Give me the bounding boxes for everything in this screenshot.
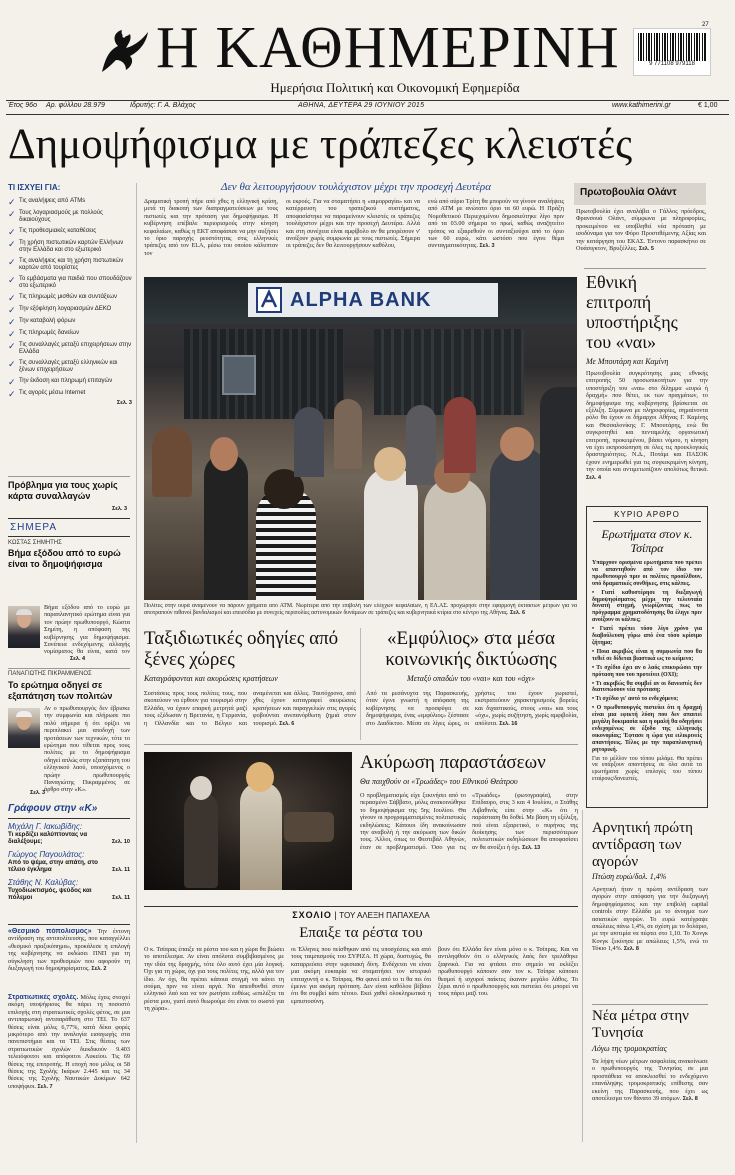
committee-title: Εθνική επιτροπή υποστήριξης του «ναι» (586, 272, 678, 352)
barcode-issue: 27 (702, 22, 709, 28)
civilwar-title: «Εμφύλιος» στα μέσα κοινωνικής δικτύωσης (385, 628, 557, 670)
markets-text (592, 886, 708, 998)
tourists-ref: Σελ. 6 (279, 720, 295, 727)
pikrammenos-portrait (8, 708, 40, 748)
op2-text: Αν ο πρωθυπουργός δεν έβρισκε την συμφωνία και πλήρωσε πιο πολύ σήμερα ή ότι ορίζει να περιπλακεί μια αποδοχή των προτάσεων των τεχνικών, τότε το ερώτημα που τίθεται προς τους πολίτες με το δημοψήφισμα οδηγεί απλώς στην εξαπάτηση του ελληνικού λαού, υποσχόμενος ο πρώην πρωθυπουργός Παναγιώτης Πικραμμένος σε άρθρο στην «Κ». (44, 705, 130, 794)
op1-text: Βήμα εξόδου από το ευρώ με παραπλανητικό ερώτημα είναι για τον πρώην πρωθυπουργό, Κώστα Σημίτη, η απόφαση της κυβέρνησης για δημοψήφισμα. Συνέπεια ενδεχόμενης αλλαγής νομίσματος θα είναι, κατά τον (44, 604, 130, 656)
sidebar-list-item (8, 306, 132, 314)
editorial-point-text: Τι σχέδιο γι' αυτό το ενδεχόμενο; (595, 696, 679, 703)
civilwar-text (366, 690, 578, 738)
tourists-title: Ταξιδιωτικές οδηγίες από ξένες χώρες (144, 628, 339, 670)
checkmark-icon: ✓ (8, 197, 16, 207)
phoenix-logo-icon (96, 26, 152, 76)
bullet-icon: • (592, 589, 602, 596)
checkmark-icon: ✓ (8, 305, 16, 315)
brief2-title: Στρατιωτικές σχολές. (8, 994, 79, 1001)
editorial-point (592, 696, 702, 703)
theatre-photo (144, 752, 352, 890)
middle-rule-1 (144, 744, 578, 745)
lead-headline: Δημοψήφισμα με τράπεζες κλειστές (8, 121, 633, 168)
sidebar-item-label: Τις αγορές μέσω Internet (19, 390, 86, 396)
simitis-portrait (8, 606, 40, 648)
editorial-point-text: Τι ακριβώς θα συμβεί αν οι δανειστές δεν διατυπώσουν νέα πρόταση; (592, 680, 702, 694)
middle-divider (360, 628, 361, 740)
sidebar-item-label: Τις αναλήψεις και τη χρήση πιστωτικών καρτών από τουρίστες (19, 258, 124, 271)
masthead (0, 0, 735, 108)
checkmark-icon: ✓ (8, 227, 16, 237)
writer-name: Μιχάλη Γ. Ιακωβίδης: (8, 822, 83, 831)
column-col-3: βουν ότι Ελλάδα δεν είναι μόνο ο κ. Τσίπρας. Και να αντιληφθούν ότι ο ελληνικός λαός δεν τρελάθηκε ξαφνικά. Για να φτάσει στο σημείο να εκλέξει πρωθυπουργό κάποιον σαν τον κ. Τσίπρα κάποιοι θεσμοί ή ισχυροί παίκτες έκαναν μεγάλο λάθος. Το ξέρει αυτό ο πρωθυπουργός και πιστεύει ότι μπορεί να τους πάρει μαζί του. (438, 946, 578, 998)
editorial-point-text: Ο πρωθυπουργός πιστεύει ότι η δραχμή είναι μια εφικτή λύση που δεν απαιτεί μεγάλη δοκιμασία και η ομαλή θα οδηγήσει ενδεχομένως σε έξοδο της ελληνικής οικονομίας; Έφτασε η ώρα για ειλικρινείς απαντήσεις. Τέλος με την παραπλανητική ρητορική. (592, 705, 702, 753)
brief1-text: Την έντονη αντίδραση της αντιπολίτευσης, που καταγγέλλει «θεσμικό πραξικόπημα», προκάλεσε η επιλογή της κυβέρνησης να εκδώσει ΠΝΠ για τη σύγκληση των προθεσμιών που αφορούν τη διεξαγωγή του δημοψηφίσματος. (8, 928, 130, 973)
sidebar-item-label: Τις προθεσμιακές καταθέσεις (19, 228, 97, 234)
problem-ref: Σελ. 3 (112, 506, 128, 512)
editorial-point (592, 665, 702, 679)
bullet-icon: • (592, 664, 597, 671)
sidebar-item-label: Τη χρήση πιστωτικών καρτών Ελλήνων στην Ελλάδα και στο εξωτερικό (19, 240, 124, 253)
column-col-2: οι Έλληνες που πείσθηκαν από τις υποσχέσεις και από τους ταιμπισμούς του ΣΥΡΙΖΑ. Η χώρα, δυστυχώς, θα καταρρεύσει στην υφεσιακή δίνη. Ενδέχεται να είναι μια ακόμη ευκαιρία να σταματήσει τον ιστορικό επιταχυντή ο κ. Τσίπρας. Θα φανεί από το τι θα πει ότι έμεινε για ακόμη πρόταση. Δεν είναι καθόλου βέβαιο ότι θα συμβεί κάτι τέτοιο. Εκεί χαθεί ολοκληρωτικά η εμπιστοσύνη. (291, 946, 431, 1005)
checkmark-icon: ✓ (8, 239, 16, 249)
writers-title: Γράφουν στην «Κ» (8, 803, 98, 814)
olant-text-body: Πρωτοβουλία έχει αναλάβει ο Γάλλος πρόεδρος, Φρανσουά Ολάντ, σύμφωνα με πληροφορίες, προκειμένου να υποβληθεί νέα πρόταση με ισοδύναμα για τον Φόρο Προστιθέμενης Αξίας και την κατάργηση του ΕΚΑΣ. Έντονο παρασκήνιο σε Ουάσιγκτον, Βρυξέλλες. (576, 208, 706, 253)
barcode-number: 9 771108 979118 (649, 61, 695, 67)
editorial-intro: Υπάρχουν ορισμένα ερωτήματα που πρέπει να απαντηθούν από τον ίδιο τον πρωθυπουργό πριν οι πολίτες προσέλθουν, υπό δραματικές συνθήκες, στις κάλπες. (592, 560, 702, 587)
checkmark-icon: ✓ (8, 329, 16, 339)
column-col-1: Ο κ. Τσίπρας έπαιξε τα ρέστα του και η χώρα θα βιώσει το αποτέλεσμα. Αν είναι απόλυτα συμβιβασμένος με την ιδέα της δραχμής, τότε όλο αυτό έχει μία λογική. Όχι για τη χώρα, όχι για τους πολίτες της, αλλά για τον ίδιο. Αν όχι, θα πρέπει κάποια στιγμή να κάνει τη σούμα, πριν να είναι αργά. Να απευθυνθεί στον ελληνικό λαό και να τον ρωτήσει ευθέως «επιλέξτε τα ρέστα μου, γιατί αυτό θεωρούμε ότι είναι το σωστό για τη χώρα». (144, 946, 284, 1013)
bullet-icon: • (592, 648, 597, 655)
olant-ref: Σελ. 5 (638, 246, 654, 253)
dateline-website: www.kathimerini.gr (612, 102, 671, 109)
markets-ref: Σελ. 8 (623, 946, 639, 953)
newspaper-subtitle: Ημερήσια Πολιτική και Οικονομική Εφημερίδα (270, 80, 520, 95)
sidebar-list-item (8, 276, 132, 290)
committee-text-body: Πρωτοβουλία συγκρότησης μιας εθνικής επιτροπής 50 προσωπικοτήτων για την υποστήριξη του «ναι» στο δίλημμα «ευρώ ή δραχμή» που θέτει, εκ των πραγμάτων, το δημοψήφισμα της κυβέρνησης βρίσκεται σε εξέλιξη. Σύμφωνα με πληροφορίες, σημαίνοντα ρόλο θα έχουν οι δήμαρχοι Αθήνας Γ. Καμίνης και Θεσσαλονίκης Γ. Μπουτάρης, ενώ θα συγκροτηθεί και πενταμελής οργανωτική επιτροπή, προκειμένου, βάσει νόμου, η κίνηση να έχει εκπροσώπηση σε όλες τις προεκλογικές δραστηριότητες. Ν.Δ., Ποτάμι και ΠΑΣΟΚ έχουν ενημερωθεί για τις συγκεκριμένη κίνηση, την οποία και αντιμετωπίζουν απολύτως θετικά. (586, 370, 708, 474)
editorial-point (592, 705, 702, 753)
checkmark-icon: ✓ (8, 293, 16, 303)
column-author: ΤΟΥ ΑΛΕΞΗ ΠΑΠΑΧΕΛΑ (339, 911, 430, 920)
writer-entry (8, 822, 130, 845)
dateline-price: € 1,00 (698, 102, 718, 109)
sidebar-list-item (8, 342, 132, 356)
newspaper-title: Η ΚΑΘΗΜΕΡΙΝΗ (156, 14, 620, 80)
sidebar-list-item (8, 390, 132, 398)
op1-ref: Σελ. 4 (70, 656, 86, 662)
op1-author: ΚΩΣΤΑΣ ΣΗΜΗΤΗΣ (8, 540, 62, 546)
dateline-founder: Ιδρυτής: Γ. Α. Βλάχος (130, 102, 196, 109)
lead-col-2: οι εκροές. Για να σταματήσει η «αιμορραγία» και να κατέρρευση του τραπεζικού συστήματος, αποφασίστηκε να παραμείνουν κλειστές οι τράπεζες τουλάχιστον μέχρι και την προσεχή Δευτέρα. Αλλά και στη συνέχεια είναι αμφίβολο αν θα μπορέσουν ν' ανοίξουν χωρίς συμφωνία με τους πιστωτές. Σήμερα οι τράπεζες δεν θα λειτουργήσουν καθόλου, (286, 198, 420, 250)
lead-col-1: Δραματική τροπή πήρε από χθες η ελληνική κρίση, μετά τη διακοπή των διαπραγματεύσεων με τους πιστωτές και την πρόταση για δημοψήφισμα. Η κυβέρνηση επέβαλε περιορισμούς στην κίνηση κεφαλαίων, καθώς η ΕΚΤ αποφάσισε να μην αυξήσει το όριο παροχής ρευστότητας στις ελληνικές τράπεζες από τον ELA, μέσω του οποίου κάλυπταν τον (144, 198, 278, 257)
alpha-bank-logo-icon (256, 287, 282, 313)
editorial-point-text: Γιατί καθυστέρησε τη διεξαγωγή δημοψηφίσματος μέχρι την τελευταία δυνατή στιγμή, γνωρίζοντας πως το πρόγραμμα χρηματοδότησης θα έληγε πριν ανοίξουν οι κάλπες; (592, 589, 702, 624)
writer-name: Γιώργος Παγουλάτος: (8, 850, 85, 859)
committee-ref: Σελ. 4 (586, 474, 602, 481)
bullet-icon: • (592, 626, 600, 633)
bullet-icon: • (592, 680, 596, 687)
sidebar-item-label: Τις συναλλαγές μεταξύ ελληνικών και ξένων επιχειρήσεων (19, 360, 118, 373)
tourists-text (144, 690, 356, 738)
editorial-point (592, 626, 702, 647)
checkmark-icon: ✓ (8, 389, 16, 399)
brief2-ref: Σελ. 7 (37, 1083, 53, 1090)
checkmark-icon: ✓ (8, 257, 16, 267)
tunisia-text-body: Τα λήψη νέων μέτρων ασφαλείας ανακοίνωσε ο πρωθυπουργός της Τυνησίας σε μια προσπάθεια να αποκλεισθεί το ενδεχόμενο επανάληψης τρομοκρατικής επίθεσης σαν εκείνη της Παρασκευής, που έχει ως αποτέλεσμα τον θάνατο 39 ατόμων. (592, 1058, 708, 1103)
problem-title: Πρόβλημα για τους χωρίς κάρτα συναλλαγών (8, 480, 118, 501)
alpha-bank-sign: ALPHA BANK (290, 289, 432, 311)
lead-col-3 (428, 198, 564, 272)
sidebar-list-item (8, 378, 132, 386)
sidebar-list (8, 198, 132, 398)
tourists-text-body: Συστάσεις προς τους πολίτες τους, που σκοπεύουν να έρθουν για τουρισμό στην Ελλάδα, να έχουν επαρκή μετρητά μαζί τους εξέδωσαν η Βρετανία, η Γερμανία, η Ολλανδία και το Βέλγιο και αναμένεται και άλλες. Ταυτόχρονα, από χθες έχουν καταγραφεί ακυρώσεις κρατήσεων και παραγγελιών στις αγορές φοβούνται ανεπανόρθωτη ζημιά στον τουρισμό. (144, 690, 356, 727)
tunisia-title: Νέα μέτρα στην Τυνησία (592, 1008, 689, 1041)
lead-caption-ref: Σελ. 6 (509, 609, 526, 616)
writer-ref: Σελ. 11 (112, 895, 130, 901)
civilwar-ref: Σελ. 16 (499, 720, 518, 727)
checkmark-icon: ✓ (8, 209, 16, 219)
editorial-point-text: Γιατί πρέπει τόσο λίγο χρόνο για διαβούλευση γύρω από ένα τόσο κρίσιμο ζήτημα; (592, 626, 702, 646)
olant-text (576, 208, 706, 262)
column-label: ΣΧΟΛΙΟ (292, 910, 332, 920)
dateline-date: ΑΘΗΝΑ, ΔΕΥΤΕΡΑ 29 ΙΟΥΝΙΟΥ 2015 (298, 102, 425, 109)
editorial-point-text: Ποια ακριβώς είναι η συμφωνία που θα τεθεί σε δίδεται βιαστικά ως το κείμενο; (592, 648, 702, 662)
editorial-point (592, 590, 702, 625)
editorial-title: Ερωτήματα στον κ. Τσίπρα (601, 527, 693, 555)
column-header (144, 910, 578, 920)
cancel-subtitle: Θα παιχθούν οι «Τρωάδες» του Εθνικού Θεάτρου (360, 777, 518, 786)
dateline-rule-bottom (6, 114, 729, 115)
sidebar-item-label: Τις αναλήψεις από ATMs (19, 198, 86, 204)
sidebar-rule-1 (8, 476, 130, 477)
lead-caption-text: Πολίτες στην ουρά αναμένουν να πάρουν χρήματα από ΑΤΜ. Νωρίτερα από την επιβολή των ελέγχων κεφαλαίων, η ΕΛ.ΑΣ. προχώρησε στην εφαρμογή έκτακτων μέτρων για να αποτραπούν πιθανοί βανδαλισμοί και επεισόδια με συνεχείς περιπολίες αστυνομικών δυνάμεων σε τράπεζες και κυβερνητικά κτίρια στο κέντρο της Αθήνας. (144, 603, 577, 616)
dateline-issue: Αρ. φύλλου 28.979 (46, 102, 105, 109)
writer-article-title: Από το ψέμα, στην απάτη, στο τέλειο έγκλημα (8, 859, 98, 873)
lead-col-3-text: ενώ από αύριο Τρίτη θα μπορούν να γίνουν αναλήψεις από ATM με ανώτατο όριο τα 60 ευρώ. Η Πράξη Νομοθετικού Περιεχομένου δημοσιεύτηκε λίγο πριν από τα 03.00 σήμερα το πρωί, καθώς αναζητείτο τρόπος να εξαιρεθούν οι συνταξιούχοι από το όριο των 60 ευρώ, κάτι ωστόσο που έγινε θέμα συνταγματικότητας. (428, 198, 564, 250)
editorial-outro: Για το μέλλον του τόπου μιλάμε. Θα πρέπει να υπάρξουν απαντήσεις σε όλα αυτά τα ερωτήματα χωρίς επιλογές του τύπου εταίρους/δανειστές. (592, 755, 702, 783)
sidebar-rule-2 (8, 518, 130, 519)
sidebar-item-label: Τους λογαριασμούς με πολλούς δικαιούχους (19, 210, 103, 223)
sidebar-item-label: Την καταβολή φόρων (19, 318, 76, 324)
writer-entry (8, 878, 130, 901)
cancel-text (360, 792, 578, 902)
brief1-title: «Θεσμικό πόπολισμος» (8, 928, 92, 935)
brief1-ref: Σελ. 2 (91, 966, 107, 973)
column-rule-top (144, 906, 578, 907)
writer-entry (8, 850, 130, 873)
barcode (633, 28, 711, 76)
sidebar-item-label: Την έκδοση και πληρωμή επιταγών (19, 378, 113, 384)
lead-photo-caption (144, 603, 577, 625)
olant-title: Πρωτοβουλία Ολάντ (580, 187, 677, 198)
markets-text-body: Αρνητική ήταν η πρώτη αντίδραση των αγορών στην απόφαση για την διεξαγωγή δημοψηφίσματος και την επιβολή capital controls στην Ελλάδα με το άνοιγμα των ασιατικών αγορών. Το ευρώ κατέγραψε απώλειες πάνω 1,4%, σε σχέση με το δολάριο, με την ισοτιμία να πέφτει στο 1,10. Το Χονγκ Κονγκ ξεκίνησε με απώλειες 1,5%, ενώ το Τόκιο 1,4%. (592, 886, 708, 953)
sidebar-item-label: Το εμβάσματα για παιδιά που σπουδάζουν στο εξωτερικό (19, 276, 132, 289)
sidebar-rule-5 (8, 818, 130, 819)
olant-rule (584, 268, 706, 269)
cancel-ref: Σελ. 13 (522, 844, 541, 851)
lead-ref: Σελ. 3 (479, 243, 495, 250)
checkmark-icon: ✓ (8, 359, 16, 369)
markets-rule (592, 1004, 708, 1005)
editorial-body (592, 560, 702, 792)
barcode-bars (638, 33, 706, 61)
dateline-year: Έτος 96ο (8, 102, 37, 109)
bullet-icon: • (592, 696, 596, 703)
op2-author: ΠΑΝΑΓΙΩΤΗΣ ΠΙΚΡΑΜΜΕΝΟΣ (8, 671, 92, 677)
tunisia-subtitle: Λόγω της τρομοκρατίας (592, 1044, 667, 1053)
sidebar-item-label: Τις πληρωμές δανείων (19, 330, 80, 336)
sidebar-ref: Σελ. 3 (116, 400, 132, 406)
op2-title: Το ερώτημα οδηγεί σε εξαπάτηση των πολιτών (8, 680, 113, 701)
sidebar-list-item (8, 360, 132, 374)
sidebar-list-item (8, 210, 132, 224)
editorial-point (592, 649, 702, 663)
editorial-point (592, 681, 702, 695)
markets-subtitle: Πτώση ευρώ/δολ. 1,4% (592, 872, 667, 881)
op2-ref: Σελ. 3 (30, 790, 46, 796)
sidebar-item-label: Τις συναλλαγές μεταξύ επιχειρήσεων στην Ελλάδα (19, 342, 132, 355)
lead-subhead: Δεν θα λειτουργήσουν τουλάχιστον μέχρι την προσεχή Δευτέρα (221, 181, 491, 193)
sidebar-list-item (8, 198, 132, 206)
editorial-points (592, 590, 702, 754)
right-divider (582, 810, 583, 1142)
checkmark-icon: ✓ (8, 275, 16, 285)
brief2 (8, 994, 130, 1140)
writers-list (8, 822, 130, 906)
sidebar-item-label: Την εξόφληση λογαριασμών ΔΕΚΟ (19, 306, 112, 312)
editorial-label: ΚΥΡΙΟ ΑΡΘΡΟ (593, 510, 701, 522)
sidebar-title: ΤΙ ΙΣΧΥΕΙ ΓΙΑ: (8, 183, 61, 192)
checkmark-icon: ✓ (8, 317, 16, 327)
lead-photo-bank-queue (144, 277, 577, 600)
brief1 (8, 928, 130, 988)
sidebar-list-item (8, 240, 132, 254)
committee-subtitle: Με Μπουτάρη και Καμίνη (586, 357, 669, 366)
editorial-point-text: Τι σχέδιο έχει αν ο λαός επικυρώσει την πρόταση που του προτείνει (ΟΧΙ); (592, 664, 702, 678)
op1-title: Βήμα εξόδου από το ευρώ είναι το δημοψήφισμα (8, 548, 121, 569)
tourists-subtitle: Καταγράφονται και ακυρώσεις κρατήσεων (144, 674, 278, 683)
writer-name: Στάθης Ν. Καλύβας: (8, 878, 79, 887)
sidebar-rule-3 (8, 536, 130, 537)
sidebar-rule-4 (8, 668, 130, 669)
civilwar-subtitle: Μεταξύ οπαδών του «ναι» και του «όχι» (407, 674, 535, 683)
sidebar-list-item (8, 228, 132, 236)
sidebar-divider (136, 183, 137, 1143)
checkmark-icon: ✓ (8, 377, 16, 387)
writer-article-title: Τυχοδιωκτισμός, ψεύδος και πόλεμοι (8, 887, 92, 901)
tunisia-text (592, 1058, 708, 1140)
bullet-icon: • (592, 705, 597, 712)
dateline (8, 102, 728, 114)
sidebar-item-label: Τις πληρωμές μισθών και συντάξεων (19, 294, 117, 300)
sidebar-list-item (8, 294, 132, 302)
dateline-rule-top (6, 100, 729, 101)
column-sep: | (334, 910, 340, 920)
committee-text (586, 370, 708, 496)
editorial-box (586, 506, 708, 808)
today-label: ΣΗΜΕΡΑ (10, 522, 58, 533)
civilwar-text-body: Από τα μεσάνυχτα της Παρασκευής, όταν έγινε γνωστή η απόφαση της κυβέρνησης να προσφύγει σε δημοψήφισμα, ένας «εμφύλιος» ξέσπασε στο Διαδίκτυο. Μέσα σε λίγες ώρες, οι χρήστες του έχουν χωριστεί, εκστρατεύουν χαρακτηρισμούς βορείες και διχαστικούς, στους «ναι» και τους «όχι», χωρίς συζήτηση, χωρίς αμφιβολία, απόλυτα. (366, 690, 578, 727)
writer-article-title: Τι κερδίζει καλύπτοντας να διαλέξουμε; (8, 831, 88, 845)
checkmark-icon: ✓ (8, 341, 16, 351)
cancel-title: Ακύρωση παραστάσεων (360, 752, 546, 773)
writer-ref: Σελ. 10 (111, 839, 130, 845)
brief2-text: Μόλις έχεις στοιχεί ακόμη υποψήφιους θα πάρει τη ποσοστό επιλογής στη στρατιωτικές σχολές φέτος, σε μια αντιπαρωτική αντιπαράθεση στο TEI. Το 637 θέσεις είναι μόλις 6,77%, κατά δέκα φορές μικρότερο από την αναλογία εισαγωγής στα πανεπιστήμια και τα ΤΕΙ. Στις θέσεις των στρατιωτικών σχολών διεκδικούν 9.403 τελειόφοιτοι και απόφοιτοι Λυκείου. Τις 69 θέσεις της επιτροπής. Η εποχή που μόλις οι 58 θέσεις της Σχολής Ικάρων 2.445 και τις 34 θέσεις της Σχολής Ναυτικών Δοκίμων 642 υποψήφιοι. (8, 994, 130, 1090)
sidebar-list-item (8, 330, 132, 338)
markets-title: Αρνητική πρώτη αντίδραση των αγορών (592, 820, 693, 870)
column-title: Επαιξε τα ρέστα του (299, 925, 423, 941)
tunisia-ref: Σελ. 8 (682, 1096, 698, 1103)
sidebar-list-item (8, 258, 132, 272)
sidebar (8, 183, 132, 406)
cancel-text-body: Ο προβληματισμός είχε ξεκινήσει από το περασμένο Σάββατο, μόλις ανακοινώθηκε το δημοψήφισμα της 5ης Ιουλίου. Θα γίνουν οι προγραμματισμένες πολιτιστικές εκδηλώσεις; Κάποιοι ίδη ανακοίνωσαν την αναβολή ή την ακύρωση των δικών τους. Άλλοι, όπως το Φεστιβάλ Αθηνών, έταν σε προβληματισμό. Όσο για τις «Τρωάδες» (φωτογραφία), στην Επίδαυρο, στις 3 και 4 Ιουλίου, ο Στάθης Λιβαθινός είπε στην «Κ» ότι η παράσταση θα δοθεί. Με βάση τη εξέλιξη, πού είναι εξαιρετικό, ο πυρήνας της διοίκησης των περισσότερων πολιτιστικών εκδηλώσεων θα αποφασίσει αν θα ανοίξει ή όχι. (360, 792, 578, 851)
sidebar-rule-6 (8, 924, 130, 925)
writer-ref: Σελ. 11 (112, 867, 130, 873)
sidebar-list-item (8, 318, 132, 326)
